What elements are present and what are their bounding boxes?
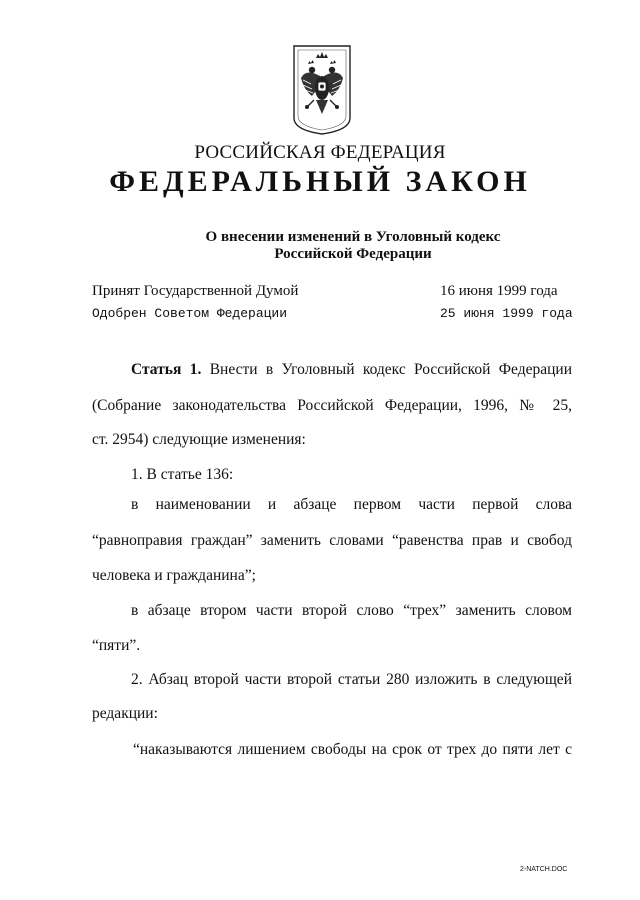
body-line-12: “наказываются лишением свободы на срок от трех до пяти лет с	[133, 741, 572, 758]
country-name: РОССИЙСКАЯ ФЕДЕРАЦИЯ	[194, 142, 446, 163]
approved-date: 25 июня 1999 года	[440, 306, 573, 321]
document-type-title: ФЕДЕРАЛЬНЫЙ ЗАКОН	[109, 165, 531, 198]
adopted-label: Принят Государственной Думой	[92, 283, 299, 299]
body-line-5: в наименовании и абзаце первом части первой слова	[131, 496, 572, 513]
adopted-date: 16 июня 1999 года	[440, 283, 558, 299]
subject-line-1: О внесении изменений в Уголовный кодекс	[205, 229, 501, 245]
state-emblem	[292, 44, 352, 136]
approved-label: Одобрен Советом Федерации	[92, 306, 288, 321]
document-subject	[0, 229, 640, 263]
body-line-8: в абзаце втором части второй слово “трех” заменить словом	[131, 602, 572, 619]
subject-line-2: Российской Федерации	[274, 246, 432, 262]
article-label: Статья 1.	[131, 361, 202, 378]
body-line-3: ст. 2954) следующие изменения:	[92, 431, 306, 448]
body-line-11: редакции:	[92, 705, 158, 722]
body-line-10: 2. Абзац второй части второй статьи 280 изложить в следующей	[131, 671, 572, 688]
file-name-footer: 2-NATCH.DOC	[520, 866, 568, 873]
body-line-2: (Собрание законодательства Российской Федерации, 1996, № 25,	[92, 397, 572, 414]
body-line-6: “равноправия граждан” заменить словами “равенства прав и свобод	[92, 532, 572, 549]
body-line-4: 1. В статье 136:	[131, 466, 234, 483]
body-line-9: “пяти”.	[92, 637, 141, 654]
article-1-line-1: Статья 1. Внести в Уголовный кодекс Российской Федерации	[131, 361, 573, 378]
double-headed-eagle-icon	[292, 44, 352, 136]
body-line-7: человека и гражданина”;	[92, 567, 256, 584]
